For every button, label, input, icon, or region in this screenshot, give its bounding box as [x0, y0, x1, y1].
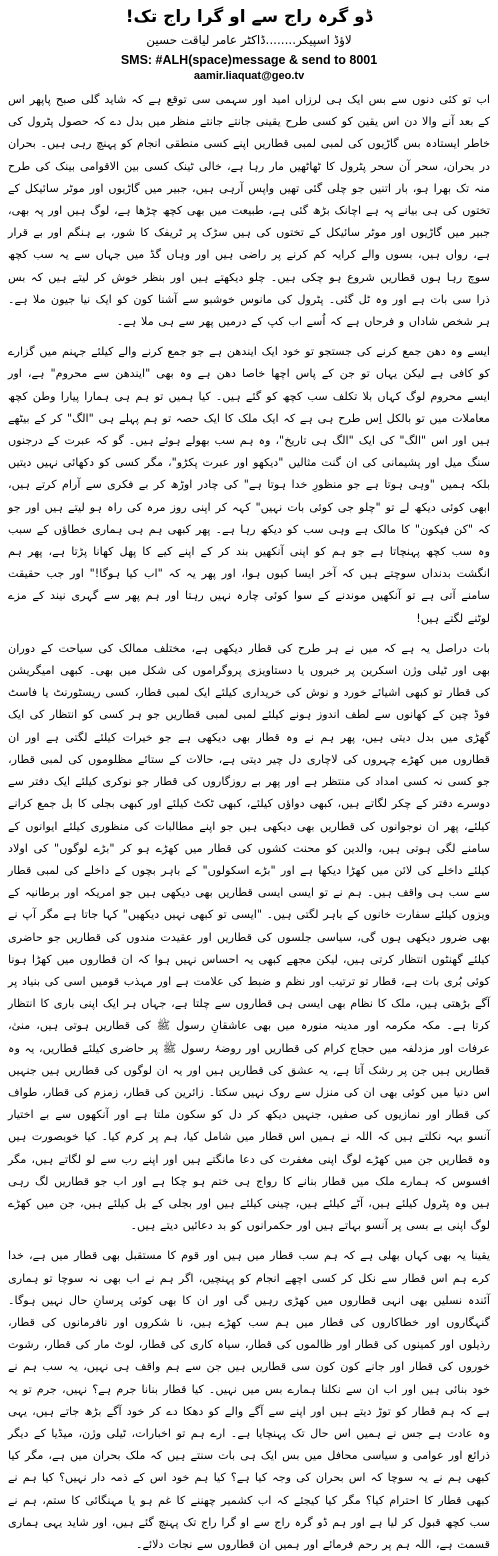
paragraph-gap	[8, 1237, 490, 1245]
paragraph-4: یقینا یہ بھی کہاں بھلی ہے کہ ہم سب قطار میں ہیں اور قوم کا مستقبل بھی قطار میں ہے، خدا کرے ہم اس قطار سے نکل کر کسی اچھے انجام کو پہنچیں، اگر ہم نے اب بھی نہ سوچا تو ہماری آئندہ نسلیں بھی انہی قطاروں میں کھڑی رہیں گی اور ان کا بھی کوئی پرسانِ حال نہیں ہوگا۔ گنہگاروں اور خطاکاروں کی قطار میں ہم سب کھڑے ہیں، نا شکروں اور نافرمانوں کی قطار، رذیلوں اور کمینوں کی قطار اور ظالموں کی قطار، سیاہ کاری کی قطار، لوٹ مار کی قطار، رشوت خوروں کی قطار اور جانے کون کون سی قطاریں ہیں جن سے ہم واقف ہی نہیں، یہ سب ہم نے خود بنائی ہیں اور اب ان سے نکلنا ہمارے بس میں نہیں۔ کیا قطار بنانا جرم ہے؟ نہیں، جرم تو یہ ہے کہ ہم قطار کو توڑ دیتے ہیں اور اپنے سے آگے والے کو دھکا دے کر خود آگے بڑھ جاتے ہیں، یہی وہ عادت ہے جس نے ہمیں اس حال تک پہنچایا ہے۔ ارے ہم تو اخبارات، ٹیلی وژن، میڈیا کے دیگر ذرائع اور عوامی و سیاسی محافل میں بس ایک ہی بات سنتے ہیں کہ ملک بحران میں ہے، مگر کیا کبھی ہم نے یہ سوچا کہ اس بحران کی وجہ کیا ہے؟ کیا ہم خود اس کے ذمہ دار نہیں؟ کیا ہم نے کبھی قطار کا احترام کیا؟ مگر کیا کیجئے کہ اب کشمیر چھننے کا غم ہو یا مہنگائی کا ستم، ہم نے سب کچھ قبول کر لیا ہے اور ہم ڈو گرہ راج سے او گرا راج تک پہنچ گئے ہیں، اور شاید یہی ہماری قسمت ہے، اللہ ہم پر رحم فرمائے اور ہمیں ان قطاروں سے نجات دلائے۔	[8, 1249, 490, 1551]
column-byline: لاؤڈ اسپیکر........ڈاکٹر عامر لیاقت حسین	[146, 33, 352, 47]
paragraph-3: بات دراصل یہ ہے کہ میں نے ہر طرح کی قطار دیکھی ہے، مختلف ممالک کی سیاحت کے دوران بھی اور ٹیلی وژن اسکرین پر خبروں یا دستاویزی پروگراموں کی شکل میں بھی۔ کبھی امیگریشن کی قطار تو کبھی اشیائے خورد و نوش کی خریداری کیلئے ایک لمبی قطار، کسی ریسٹورنٹ یا فاسٹ فوڈ چین کے کھانوں سے لطف اندوز ہونے کیلئے لمبی لمبی قطاریں جو ہر کسی کو انتظار کی ایک گھڑی میں بدل دیتی ہیں، پھر ہم نے وہ قطار بھی دیکھی ہے جو خیرات کیلئے لگتی ہے اور ان قطاروں میں کھڑے چہروں کی لاچاری دل چیر دیتی ہے، حالات کے ستائے مظلوموں کی لمبی قطار، جو کسی نہ کسی امداد کی منتظر ہے اور پھر بے روزگاروں کی قطار جو نوکری کیلئے ایک دفتر سے دوسرے دفتر کے چکر لگاتے ہیں، کبھی دواؤں کیلئے، کبھی ٹکٹ کیلئے اور کبھی بجلی کا بل جمع کرانے کیلئے، پھر ان نوجوانوں کی قطاریں بھی دیکھی ہیں جو اپنے مطالبات کی منظوری کیلئے ایوانوں کے سامنے لگی ہوتی ہیں، والدین کو محنت کشوں کی قطار میں کھڑے ہو کر "بڑے لوگوں" کی اولاد کیلئے داخلے کی لائن میں کھڑا دیکھا ہے اور "بڑے اسکولوں" کے باہر بچوں کے داخلے کی لمبی قطار سے سب ہی واقف ہیں۔ ہم نے تو ایسی ایسی قطاریں بھی دیکھی ہیں جو امریکہ اور برطانیہ کے ویزوں کیلئے سفارت خانوں کے باہر لگتی ہیں۔ "ایسی تو کبھی نہیں دیکھیں" کہا جاتا ہے مگر آپ نے بھی ضرور دیکھی ہوں گی، سیاسی جلسوں کی قطاریں اور عقیدت مندوں کی قطاریں جو حاضری کیلئے گھنٹوں انتظار کرتی ہیں، لیکن مجھے کبھی یہ احساس نہیں ہوا کہ ان قطاروں میں کھڑا ہونا کوئی بُری بات ہے، قطار تو ترتیب اور نظم و ضبط کی علامت ہے اور مہذب قومیں اسی کی بنیاد پر آگے بڑھتی ہیں، ملک کا نظام بھی ایسی ہی قطاروں سے چلتا ہے، جہاں ہر ایک اپنی باری کا انتظار کرتا ہے۔ مکہ مکرمہ اور مدینہ منورہ میں بھی عاشقانِ رسول ﷺ کی قطاریں ہوتی ہیں، منیٰ، عرفات اور مزدلفہ میں حجاج کرام کی قطاریں اور روضۂ رسول ﷺ پر حاضری کیلئے قطاریں، یہ وہ قطاریں ہیں جن پر رشک آتا ہے، یہ عشق کی قطاریں ہیں اور یہ ان لوگوں کی قطاریں ہیں جنہیں اس دنیا میں کوئی بھی ان کی منزل سے روک نہیں سکتا۔ زائرین کی قطار، زمزم کی قطار، طواف کی قطار اور نمازیوں کی صفیں، جنہیں دیکھ کر دل کو سکون ملتا ہے اور آنکھوں سے بے اختیار آنسو بہہ نکلتے ہیں کہ اللہ نے ہمیں اس قطار میں شامل کیا، ہم پر کرم کیا۔ کیا خوبصورت ہیں وہ قطاریں جن میں کھڑے لوگ اپنی مغفرت کی دعا مانگتے ہیں اور اپنے رب سے لو لگاتے ہیں، مگر افسوس کہ ہمارے ملک میں قطار بنانے کا رواج ہی ختم ہو چکا ہے اور اب جو قطاریں لگ رہی ہیں وہ پٹرول کیلئے ہیں، آٹے کیلئے ہیں، چینی کیلئے ہیں اور بجلی کے بل کیلئے ہیں، جن میں کھڑے لوگ اپنی بے بسی پر آنسو بہاتے ہیں اور حکمرانوں کو بد دعائیں دیتے ہیں۔	[8, 641, 490, 1233]
paragraph-gap	[8, 630, 490, 638]
column-title: ڈو گرہ راج سے او گرا راج تک!	[125, 7, 373, 27]
sms-instruction: SMS: #ALH(space)message & send to 8001	[120, 53, 378, 67]
author-email: aamir.liaquat@geo.tv	[193, 70, 305, 82]
paragraph-gap	[8, 333, 490, 341]
paragraph-1: اب تو کئی دنوں سے بس ایک ہی لرزاں امید اور سہمی سی توقع ہے کہ شاید گلی صبح پاپھر اس کے بعد آنے والا دن اس یقین کو کسی طرح یقینی جانتے جانتے منظر میں بدل دے کہ حصول پٹرول کی خاطر ایستادہ بس گاڑیوں کی لمبی لمبی قطاریں اپنے کسی منطقی انجام کو پہنچ رہی ہیں۔ بحران در بحران، سحر آن سحر پٹرول کا ٹھاٹھیں مار رہا ہے، خالی ٹینک کسی بین الاقوامی بینک کی طرح منہ تک بھرا ہو، بار اتنیں جو چلی گئی تھیں واپس آرہی ہیں، جبیر میں گاڑیوں اور موٹر سائیکل کے تختوں کی ہی بیانے پہ ہے اچانک بڑھ گئی ہے، طبیعت میں بھی کچھ چڑھا ہے، لوگ ہیں اور پہ بھی، جبیر میں گاڑیوں اور موٹر سائیکل کے تختوں کی ہیں سڑک پر ٹریفک کا شور، بے ہنگم اور بے قرار ہے، رواں ہیں، بسوں والے کرایہ کم کرنے پر راضی ہیں اور وہاں گڈ میں جہاں سے یہ سب کچھ سوچ رہا ہوں قطاریں شروع ہو چکی ہیں۔ چلو دیکھتے ہیں اور بنظر خوش کر لیتے ہیں کہ بس ذرا سی بات ہے اور وہ ٹل گئی۔ پٹرول کی مانوس خوشبو سے آشنا کون کو ایک نیا جیون ملا ہے۔ ہر شخص شاداں و فرحاں ہے کہ اُسے اب کپ کے درمیں پھر سے ہی ملا ہے۔	[8, 93, 490, 329]
paragraph-2: ایسے وہ دھن جمع کرنے کی جستجو تو خود ایک ایندھن ہے جو جمع کرنے والے کیلئے جہنم میں گزارے کو کافی ہے لیکن یہاں تو جن کے پاس اچھا خاصا دھن ہے وہ بھی "ایندھن سے محروم" ہے، اور ایسے محروم لوگ کہاں بلا تکلف سب کچھ کو گئے ہیں۔ کیا ہمیں تو ہم ہی ہمارا پیارا وطن کچھ معاملات میں تو بالکل اِس طرح ہی ہے کہ ایک ملک کا ایک حصہ تو ہم پہلے ہی "الگ" کر کے بیٹھے ہیں اور اس "الگ" کی ایک "الگ ہی تاریخ"، وہ ہم سب بھولے ہوئے ہیں۔ گو کہ عبرت کے درجنوں سنگ میل اور پشیمانی کی ان گنت مثالیں "دیکھو اور عبرت پکڑو"، مگر کسی کو دکھائی نہیں دیتیں بلکہ ہمیں "وہی ہوتا ہے جو منظورِ خدا ہوتا ہے" کی چادر اوڑھ کر بے فکری سے آرام کرتے ہیں، ابھی کوئی دیکھ لے تو "چلو جی کوئی بات نہیں" کہہ کر اپنی روز مرہ کی راہ ہو لیتے ہیں اور جو کہ "کن فیکون" کا مالک ہے وہی سب کو دیکھ رہا ہے۔ پھر کبھی ہم ہی ہماری خطاؤں کے سبب وہ سب کچھ پہنچاتا ہے جو ہم کو اپنی آنکھیں بند کر کے اپنے کیے کا پھل کھانا پڑتا ہے، پھر ہم انگشت بدنداں سوچتے ہیں کہ آخر ایسا کیوں ہوا، اور پھر یہ کہ "اب کیا ہوگا!" اور جب حقیقت سامنے آتی ہے تو آنکھیں موندنے کے سوا کوئی چارہ نہیں رہتا اور ہم پھر سے گہری نیند کے مزے لوٹنے لگتے ہیں!	[8, 345, 490, 625]
